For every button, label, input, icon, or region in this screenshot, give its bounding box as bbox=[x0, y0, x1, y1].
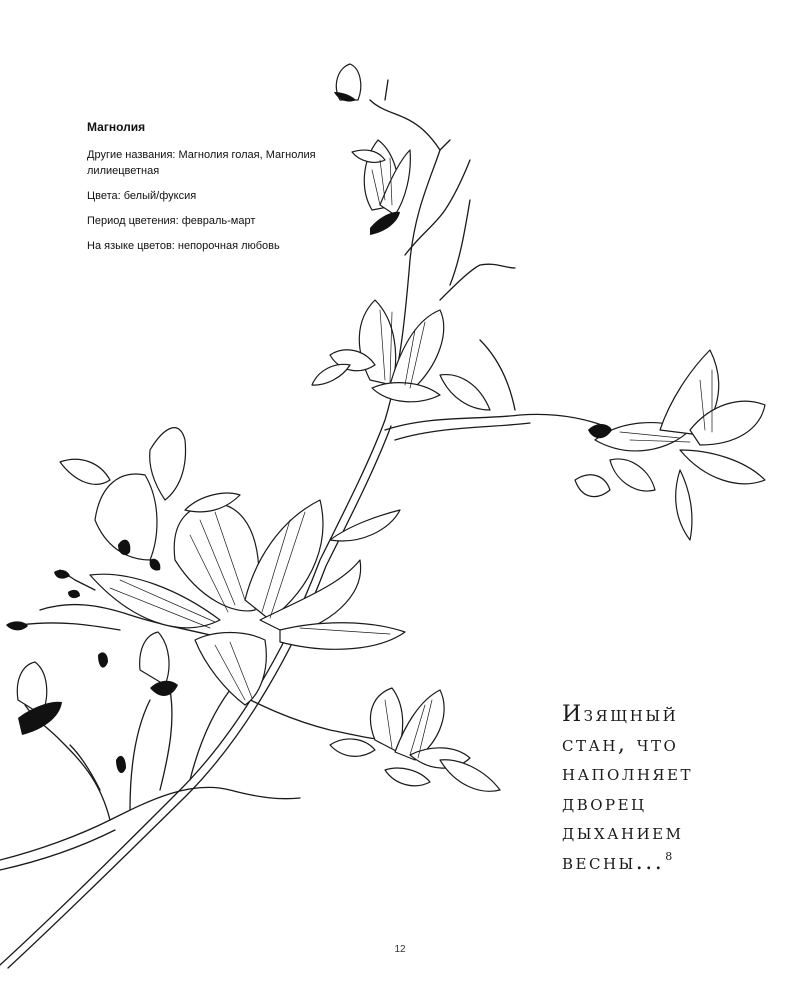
colors-text: Цвета: белый/фуксия bbox=[87, 190, 197, 203]
poem-line: стан, что bbox=[562, 731, 679, 757]
magnolia-flower-large bbox=[60, 428, 405, 705]
footnote-marker[interactable]: 8 bbox=[665, 849, 673, 863]
poem-line: дворец bbox=[562, 790, 647, 816]
flower-name: Магнолия bbox=[87, 120, 146, 134]
poem-line: Изящный bbox=[562, 702, 679, 727]
magnolia-flower-right bbox=[575, 350, 765, 540]
poem-line: дыханием bbox=[562, 820, 684, 845]
poem-line: весны... bbox=[562, 849, 665, 875]
poem-quote bbox=[562, 700, 782, 880]
magnolia-bud-top bbox=[334, 64, 410, 235]
magnolia-flower-middle bbox=[312, 300, 490, 410]
other-names-text: Другие названия: Магнолия голая, Магнолия лилиецветная bbox=[87, 149, 316, 178]
flower-info-block bbox=[87, 119, 327, 264]
poem-line: наполняет bbox=[562, 761, 693, 786]
poem-last-line-wrap bbox=[562, 848, 782, 881]
bloom-period-text: Период цветения: февраль-март bbox=[87, 215, 256, 228]
flower-language-text: На языке цветов: непорочная любовь bbox=[87, 240, 280, 253]
page-number: 12 bbox=[394, 944, 406, 955]
magnolia-flower-lower bbox=[330, 688, 500, 791]
